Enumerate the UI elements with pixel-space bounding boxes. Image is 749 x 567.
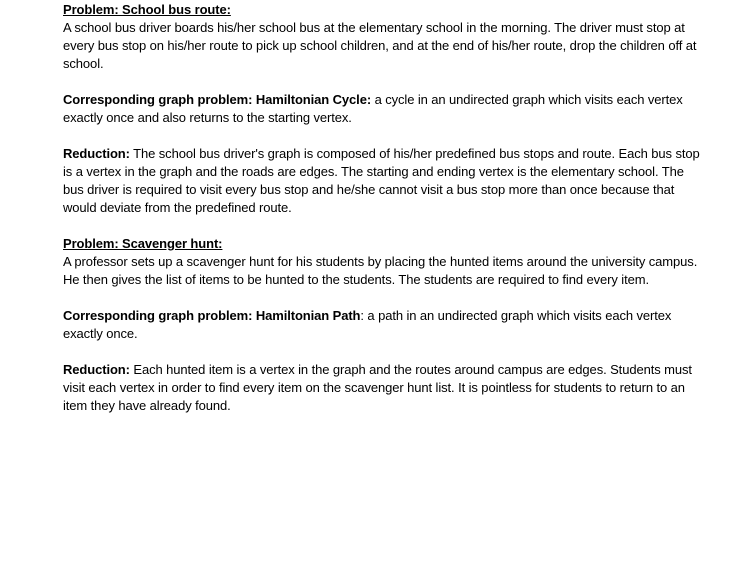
- graph-problem-section: [63, 307, 703, 343]
- reduction-paragraph: [63, 361, 703, 415]
- graph-problem-definition: a cycle in an undirected graph which visits each vertex exactly once and also returns to the starting vertex.: [63, 92, 683, 125]
- graph-problem-section: [63, 91, 703, 127]
- problem-description: A school bus driver boards his/her school bus at the elementary school in the morning. The driver must stop at every bus stop on his/her route to pick up school children, and at the end of his/her route, drop the children off at school.: [63, 20, 697, 71]
- problem-description: A professor sets up a scavenger hunt for his students by placing the hunted items around the university campus. He then gives the list of items to be hunted to the students. The students are required to find every item.: [63, 254, 698, 287]
- reduction-label: Reduction:: [63, 146, 130, 161]
- reduction-section: [63, 361, 703, 415]
- graph-problem-definition: : a path in an undirected graph which visits each vertex exactly once.: [63, 308, 672, 341]
- reduction-paragraph: [63, 145, 703, 217]
- document-page: [63, 1, 703, 433]
- problem-section-scavenger-hunt: [63, 235, 703, 289]
- reduction-description: Each hunted item is a vertex in the graph and the routes around campus are edges. Students must visit each vertex in order to find every item on the scavenger hunt list. It is pointless for students to return to an item they have already found.: [63, 362, 692, 413]
- reduction-description: The school bus driver's graph is composed of his/her predefined bus stops and route. Each bus stop is a vertex in the graph and the roads are edges. The starting and ending vertex is the elementary school. The bus driver is required to visit every bus stop and he/she cannot visit a bus stop more than once because that would deviate from the predefined route.: [63, 146, 700, 215]
- problem-heading: Problem: Scavenger hunt:: [63, 236, 223, 251]
- reduction-label: Reduction:: [63, 362, 130, 377]
- problem-heading: Problem: School bus route:: [63, 2, 231, 17]
- graph-problem-label: Corresponding graph problem: Hamiltonian Path: [63, 308, 361, 323]
- graph-problem-paragraph: [63, 91, 703, 127]
- graph-problem-label: Corresponding graph problem: Hamiltonian Cycle:: [63, 92, 372, 107]
- reduction-section: [63, 145, 703, 217]
- graph-problem-paragraph: [63, 307, 703, 343]
- problem-section-school-bus: [63, 1, 703, 73]
